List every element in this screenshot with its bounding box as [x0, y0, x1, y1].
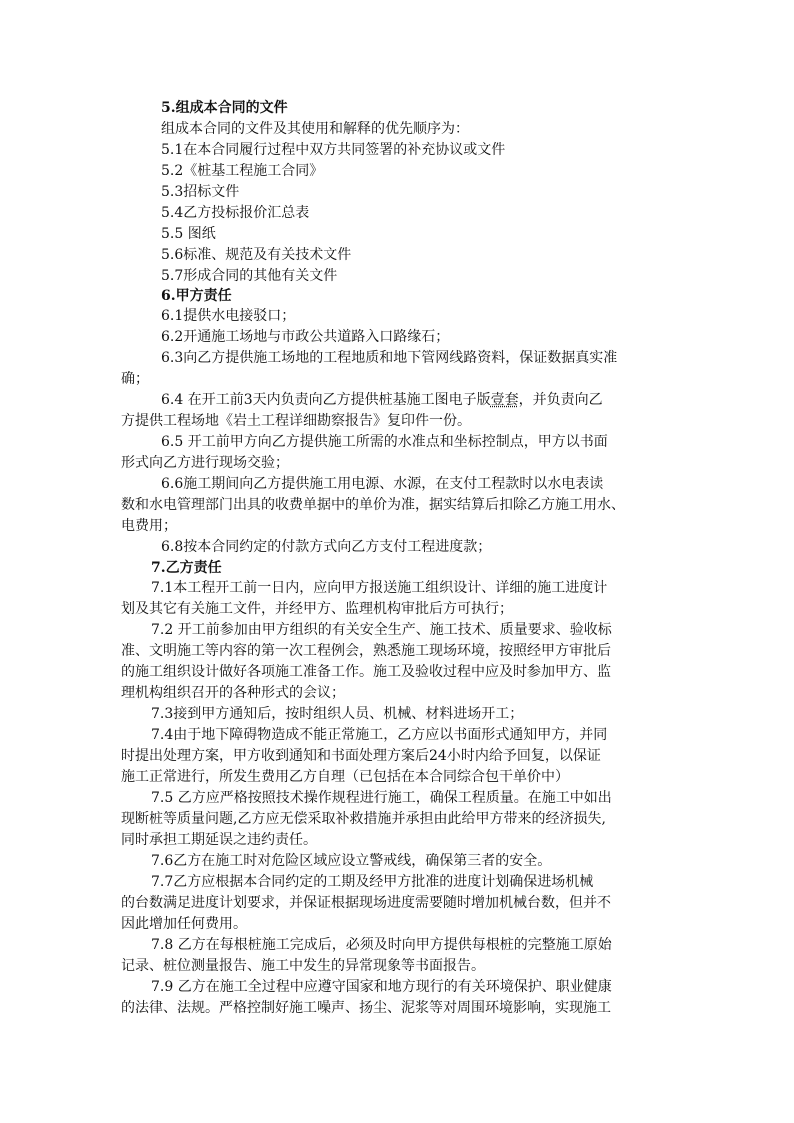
clause-7-9-line: 7.9 乙方在施工全过程中应遵守国家和地方现行的有关环境保护、职业健康: [151, 979, 612, 995]
clause-7-4-line: 施工正常进行，所发生费用乙方自理（已包括在本合同综合包干单价中）: [121, 769, 569, 785]
clause-7-3: 7.3接到甲方通知后，按时组织人员、机械、材料进场开工；: [151, 706, 524, 722]
clause-6-4-text: ，并负责向乙: [518, 392, 603, 408]
clause-7-6: 7.6乙方在施工时对危险区域应设立警戒线，确保第三者的安全。: [151, 853, 552, 869]
section-5-item: 5.1在本合同履行过程中双方共同签署的补充协议或文件: [161, 142, 506, 158]
clause-6-5-line: 6.5 开工前甲方向乙方提供施工所需的水准点和坐标控制点，甲方以书面: [161, 434, 608, 450]
clause-6-2: 6.2开通施工场地与市政公共道路入口路缘石；: [161, 329, 450, 345]
section-7-heading: 7.乙方责任: [151, 560, 222, 576]
clause-7-7-line: 因此增加任何费用。: [121, 916, 247, 932]
clause-7-5-line: 现断桩等质量问题,乙方应无偿采取补救措施并承担由此给甲方带来的经济损失,: [121, 811, 606, 827]
clause-7-7-line: 的台数满足进度计划要求，并保证根据现场进度需要随时增加机械台数，但并不: [121, 895, 611, 911]
clause-7-2-line: 准、文明施工等内容的第一次工程例会，熟悉施工现场环境，按照经甲方审批后: [121, 643, 611, 659]
clause-6-4-line: 方提供工程场地《岩土工程详细勘察报告》复印件一份。: [121, 413, 471, 429]
section-5-item: 5.7形成合同的其他有关文件: [161, 268, 338, 284]
clause-7-8-line: 记录、桩位测量报告、施工中发生的异常现象等书面报告。: [121, 958, 485, 974]
clause-6-3-line: 确；: [121, 371, 149, 387]
clause-7-1-line: 划及其它有关施工文件，并经甲方、监理机构审批后方可执行；: [121, 601, 513, 617]
section-5-item: 5.4乙方投标报价汇总表: [161, 205, 310, 221]
section-6-heading: 6.甲方责任: [161, 288, 232, 304]
clause-7-4-line: 7.4由于地下障碍物造成不能正常施工，乙方应以书面形式通知甲方，并同: [151, 727, 608, 743]
clause-7-1-line: 7.1本工程开工前一日内，应向甲方报送施工组织设计、详细的施工进度计: [151, 580, 608, 596]
clause-6-3-line: 6.3向乙方提供施工场地的工程地质和地下管网线路资料，保证数据真实准: [161, 350, 618, 366]
clause-7-2-line: 7.2 开工前参加由甲方组织的有关安全生产、施工技术、质量要求、验收标: [151, 622, 612, 638]
clause-7-2-line: 的施工组织设计做好各项施工准备工作。施工及验收过程中应及时参加甲方、监: [121, 664, 611, 680]
clause-6-6-line: 6.6施工期间向乙方提供施工用电源、水源，在支付工程款时以水电表读: [161, 476, 604, 492]
section-5-item: 5.5 图纸: [161, 226, 216, 242]
clause-7-4-line: 时提出处理方案，甲方收到通知和书面处理方案后24小时内给予回复，以保证: [121, 748, 601, 764]
clause-6-1: 6.1提供水电接驳口；: [161, 308, 296, 324]
clause-6-6-line: 数和水电管理部门出具的收费单据中的单价为准，据实结算后扣除乙方施工用水、: [121, 497, 625, 513]
section-5-item: 5.6标准、规范及有关技术文件: [161, 247, 352, 263]
clause-7-5-line: 7.5 乙方应严格按照技术操作规程进行施工，确保工程质量。在施工中如出: [151, 790, 612, 806]
clause-6-4-line: [161, 390, 603, 411]
section-5-heading: 5.组成本合同的文件: [161, 100, 288, 116]
section-5-item: 5.2《桩基工程施工合同》: [161, 163, 324, 179]
clause-7-9-line: 的法律、法规。严格控制好施工噪声、扬尘、泥浆等对周围环境影响，实现施工: [121, 1000, 611, 1016]
clause-6-8: 6.8按本合同约定的付款方式向乙方支付工程进度款；: [161, 539, 492, 555]
clause-6-4-text: 6.4 在开工前3天内负责向乙方提供桩基施工图电子版: [161, 392, 491, 408]
clause-6-4-underlined: 壹套: [490, 392, 519, 408]
clause-7-7-line: 7.7乙方应根据本合同约定的工期及经甲方批准的进度计划确保进场机械: [151, 874, 594, 890]
section-5-intro: 组成本合同的文件及其使用和解释的优先顺序为：: [161, 121, 469, 137]
clause-6-5-line: 形式向乙方进行现场交验；: [121, 455, 289, 471]
clause-7-5-line: 同时承担工期延误之违约责任。: [121, 832, 317, 848]
clause-7-2-line: 理机构组织召开的各种形式的会议；: [121, 685, 345, 701]
section-5-item: 5.3招标文件: [161, 184, 240, 200]
clause-6-6-line: 电费用；: [121, 518, 177, 534]
clause-7-8-line: 7.8 乙方在每根桩施工完成后，必须及时向甲方提供每根桩的完整施工原始: [151, 937, 612, 953]
